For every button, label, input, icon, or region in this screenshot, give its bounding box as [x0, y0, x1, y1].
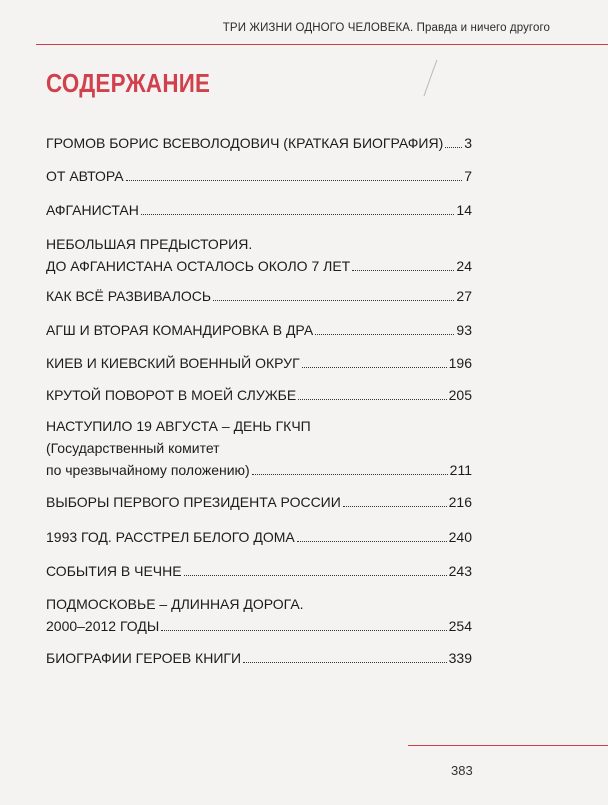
- toc-entry: [46, 491, 472, 513]
- toc-entry-page: 93: [456, 322, 472, 338]
- toc-entry-title: ГРОМОВ БОРИС ВСЕВОЛОДОВИЧ (КРАТКАЯ БИОГРАФИЯ): [46, 135, 444, 151]
- dot-leader: [302, 366, 447, 368]
- dot-leader: [213, 299, 454, 301]
- toc-entry-page: 7: [464, 168, 472, 184]
- toc-entry: [46, 319, 472, 341]
- toc-entry-title: КРУТОЙ ПОВОРОТ В МОЕЙ СЛУЖБЕ: [46, 387, 297, 403]
- toc-entry: [46, 560, 472, 582]
- toc-entry-page: 240: [448, 529, 472, 545]
- toc-entry-title: 1993 ГОД. РАССТРЕЛ БЕЛОГО ДОМА: [46, 529, 295, 545]
- pen-stroke-mark: [421, 58, 441, 98]
- toc-entry-page: 254: [448, 618, 472, 634]
- toc-entry-page: 14: [456, 202, 472, 218]
- dot-leader: [298, 398, 446, 400]
- header-rule: [36, 44, 608, 45]
- dot-leader: [252, 473, 448, 475]
- dot-leader: [126, 179, 463, 181]
- toc-entry: [46, 233, 472, 277]
- toc-entry-line: [46, 526, 472, 548]
- toc-entry-line: [46, 285, 472, 307]
- toc-entry-line: [46, 593, 472, 615]
- toc-entry-title: ПОДМОСКОВЬЕ – ДЛИННАЯ ДОРОГА.: [46, 596, 304, 612]
- toc-entry-line: [46, 199, 472, 221]
- toc-entry-page: 27: [456, 288, 472, 304]
- dot-leader: [297, 540, 447, 542]
- toc-entry: [46, 593, 472, 637]
- toc-entry-line: [46, 165, 472, 187]
- toc-entry: [46, 132, 472, 154]
- toc-entry-title: КАК ВСЁ РАЗВИВАЛОСЬ: [46, 288, 212, 304]
- toc-entry: [46, 647, 472, 669]
- toc-entry-title: ОТ АВТОРА: [46, 168, 124, 184]
- dot-leader: [445, 146, 462, 148]
- toc-entry-line: [46, 491, 472, 513]
- toc-entry-title: СОБЫТИЯ В ЧЕЧНЕ: [46, 563, 182, 579]
- toc-entry: [46, 352, 472, 374]
- toc-entry-title: АГШ И ВТОРАЯ КОМАНДИРОВКА В ДРА: [46, 322, 314, 338]
- toc-entry-title: НАСТУПИЛО 19 АВГУСТА – ДЕНЬ ГКЧП: [46, 418, 311, 434]
- footer-rule: [408, 745, 608, 746]
- dot-leader: [343, 505, 447, 507]
- toc-entry-title: ВЫБОРЫ ПЕРВОГО ПРЕЗИДЕНТА РОССИИ: [46, 494, 341, 510]
- toc-entry-page: 243: [448, 563, 472, 579]
- toc-entry: [46, 384, 472, 406]
- page-title: СОДЕРЖАНИЕ: [46, 68, 211, 98]
- toc-entry-page: 196: [448, 355, 472, 371]
- dot-leader: [141, 213, 455, 215]
- page-number: 383: [451, 763, 473, 778]
- toc-entry: [46, 415, 472, 481]
- running-header-subtitle: Правда и ничего другого: [416, 22, 550, 34]
- dot-leader: [352, 269, 454, 271]
- toc-entry-title: 2000–2012 ГОДЫ: [46, 618, 160, 634]
- running-header-book-title: ТРИ ЖИЗНИ ОДНОГО ЧЕЛОВЕКА.: [222, 22, 414, 34]
- toc-entry-title: АФГАНИСТАН: [46, 202, 139, 218]
- running-header: [223, 22, 550, 34]
- toc-entry-line: [46, 319, 472, 341]
- toc-entry-line: [46, 415, 472, 437]
- toc-entry-line: [46, 233, 472, 255]
- toc-entry-line: [46, 352, 472, 374]
- toc-entry-line: [46, 255, 472, 277]
- toc-entry-line: [46, 615, 472, 637]
- toc-entry-title: по чрезвычайному положению): [46, 462, 250, 478]
- toc-entry-page: 205: [448, 387, 472, 403]
- toc-entry-page: 24: [456, 258, 472, 274]
- dot-leader: [315, 333, 454, 335]
- dot-leader: [243, 661, 447, 663]
- dot-leader: [184, 574, 447, 576]
- toc-entry-page: 211: [449, 462, 472, 478]
- toc-entry-title: НЕБОЛЬШАЯ ПРЕДЫСТОРИЯ.: [46, 236, 253, 252]
- toc-entry: [46, 199, 472, 221]
- toc-entry-line: [46, 560, 472, 582]
- toc-entry-line: [46, 384, 472, 406]
- toc-entry-page: 339: [448, 650, 472, 666]
- toc-entry: [46, 285, 472, 307]
- toc-entry-title: (Государственный комитет: [46, 440, 220, 456]
- toc-entry-line: [46, 132, 472, 154]
- toc-entry-page: 3: [464, 135, 472, 151]
- toc-entry-title: БИОГРАФИИ ГЕРОЕВ КНИГИ: [46, 650, 242, 666]
- toc-entry: [46, 165, 472, 187]
- dot-leader: [161, 629, 446, 631]
- toc-entry-page: 216: [448, 494, 472, 510]
- toc-entry-line: [46, 647, 472, 669]
- toc-entry-title: КИЕВ И КИЕВСКИЙ ВОЕННЫЙ ОКРУГ: [46, 355, 300, 371]
- toc-entry-line: [46, 459, 472, 481]
- toc-entry: [46, 526, 472, 548]
- toc-entry-title: ДО АФГАНИСТАНА ОСТАЛОСЬ ОКОЛО 7 ЛЕТ: [46, 258, 351, 274]
- toc-entry-line: [46, 437, 472, 459]
